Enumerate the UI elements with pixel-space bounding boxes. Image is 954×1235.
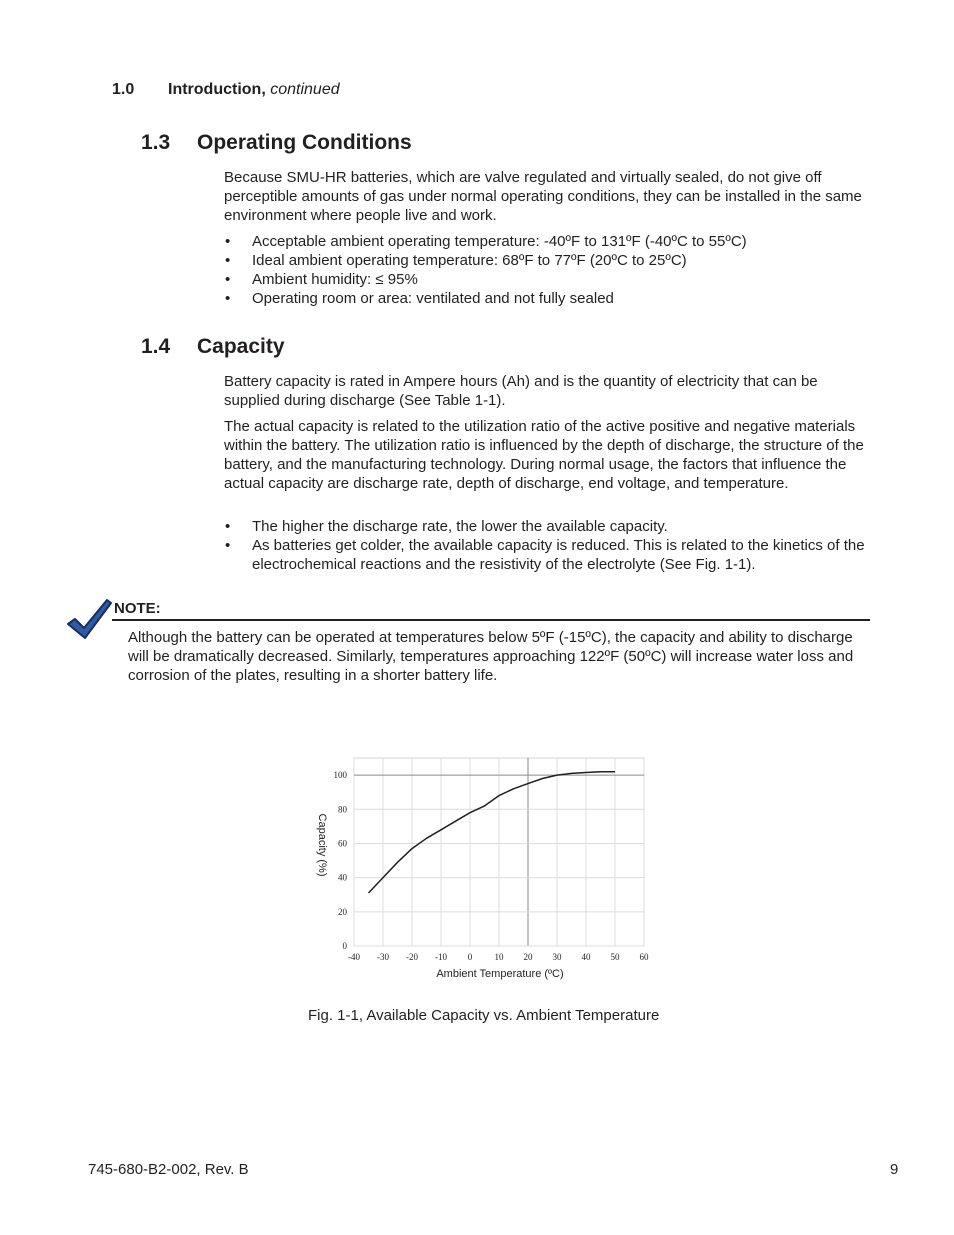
y-tick-label: 0 [342, 941, 347, 951]
checkmark-icon [64, 598, 114, 640]
y-tick-labels [334, 770, 348, 951]
x-tick-labels [348, 952, 649, 962]
x-tick-label: -20 [406, 952, 418, 962]
note-divider [112, 619, 870, 621]
x-tick-label: 40 [581, 952, 591, 962]
list-item: • Ideal ambient operating temperature: 68ºF to 77ºF (20ºC to 25ºC) [224, 251, 864, 270]
chart-grid [354, 758, 644, 946]
note-label: NOTE: [114, 600, 161, 617]
x-tick-label: 0 [467, 952, 473, 962]
operating-conditions-paragraph: Because SMU-HR batteries, which are valve regulated and virtually sealed, do not give off perceptible amounts of gas under normal operating conditions, they can be installed in the same environment where people live and work. [224, 169, 862, 224]
operating-conditions-list [224, 232, 864, 308]
y-tick-label: 20 [338, 906, 347, 917]
section-number: 1.4 [141, 335, 171, 358]
capacity-curve [369, 772, 616, 893]
list-item: • Operating room or area: ventilated and not fully sealed [224, 289, 864, 308]
x-tick-label: 50 [610, 952, 620, 962]
list-item: • The higher the discharge rate, the lower the available capacity. [224, 517, 869, 536]
x-tick-label: 60 [639, 952, 649, 962]
y-tick-label: 80 [338, 804, 347, 815]
y-tick-label: 60 [338, 838, 347, 849]
section-heading-operating-conditions [141, 131, 412, 155]
section-heading-capacity [141, 335, 285, 359]
list-item: • Acceptable ambient operating temperature: -40ºF to 131ºF (-40ºC to 55ºC) [224, 232, 864, 251]
section-number: 1.3 [141, 131, 171, 154]
list-item: • Ambient humidity: ≤ 95% [224, 270, 864, 289]
x-tick-label: -30 [377, 952, 389, 962]
section-header-title: Introduction, [168, 81, 266, 98]
y-tick-label: 40 [338, 872, 347, 883]
note-text: Although the battery can be operated at temperatures below 5ºF (-15ºC), the capacity and ability to discharge will be dramatically decreased. Similarly, temperatures approaching 122ºF (50ºC) will increase water loss and corrosion of the plates, resulting in a shorter battery life. [128, 629, 854, 684]
y-tick-label: 100 [333, 770, 347, 781]
section-title: Capacity [197, 335, 285, 358]
y-axis-title: Capacity (%) [316, 813, 328, 877]
x-tick-label: 30 [552, 952, 562, 962]
section-header-continued: continued [270, 81, 340, 98]
footer-document-number: 745-680-B2-002, Rev. B [88, 1161, 249, 1178]
chart-series [369, 772, 616, 893]
section-title: Operating Conditions [197, 131, 412, 154]
capacity-paragraph-2: The actual capacity is related to the utilization ratio of the active positive and negative materials within the battery. The utilization ratio is influenced by the depth of discharge, the structure of the battery, and the manufacturing technology. During normal usage, the factors that influence the actual capacity are discharge rate, depth of discharge, end voltage, and temperature. [224, 418, 864, 492]
x-tick-label: 10 [494, 952, 504, 962]
capacity-paragraph-1: Battery capacity is rated in Ampere hours (Ah) and is the quantity of electricity that can be supplied during discharge (See Table 1-1). [224, 373, 818, 409]
x-tick-label: 20 [523, 952, 533, 962]
section-header [112, 81, 340, 99]
list-item: • As batteries get colder, the available capacity is reduced. This is related to the kinetics of the electrochemical reactions and the resistivity of the electrolyte (See Fig. 1-1). [224, 536, 869, 574]
x-axis-title: Ambient Temperature (ºC) [436, 968, 564, 980]
x-tick-label: -10 [435, 952, 447, 962]
footer-page-number: 9 [890, 1161, 899, 1178]
capacity-list [224, 517, 869, 574]
capacity-chart [300, 750, 660, 990]
figure-caption: Fig. 1-1, Available Capacity vs. Ambient Temperature [308, 1007, 660, 1024]
section-header-number: 1.0 [112, 81, 135, 98]
x-tick-label: -40 [348, 952, 360, 962]
